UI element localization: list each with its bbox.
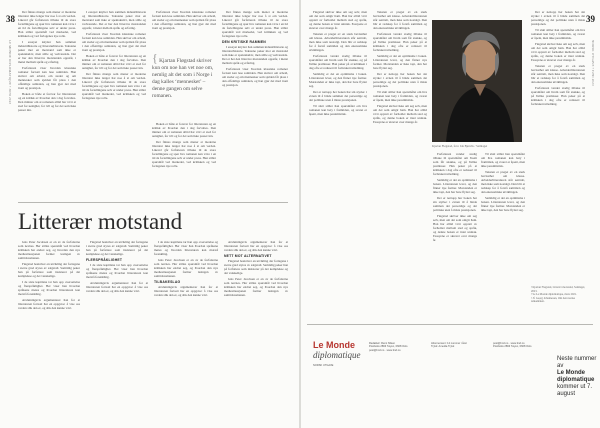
editor-line: Redaktør: Remi Nilsen xyxy=(369,342,396,345)
address-line-2: Postboks 2893 Tøyen, 0608 Oslo xyxy=(493,345,532,349)
portrait-image xyxy=(432,20,522,142)
column-text: Til slutt stiller han spørsmålet om hva romanen kan bety i framtiden, og svaret er åpent, men ikke pessimistisk. xyxy=(531,28,585,40)
article-column-4 xyxy=(222,10,288,198)
pull-quote xyxy=(152,51,216,116)
column-text: I de siste kapitlene tar han opp oversettelse og flerspråklighet. Her viser han hvordan språkene møtes og hvordan litteraturen kan motstå forenkling. xyxy=(154,240,218,256)
column-text: Jens Peter Jacobsen er en av de forfatterne som nevnes. Her stilles spørsmål ved hvordan kritikken har endret seg, og hvordan den nye mediesituasjonen former lesingen av samtidsromanen. xyxy=(154,258,218,278)
column-text: Teksten er preget av en sterk bevissthet om klasse. Arbeiderlitteraturen står sentralt, men ikke som nostalgi. Den blir et redskap for å forstå samtiden og den økonomiske utviklingen. xyxy=(481,170,525,194)
lower-column-4 xyxy=(224,240,288,400)
column-text: Avslutningsvis argumenterer han for at litteraturen fortsatt har en oppgave: å vise oss verden slik den er, og slik den kunne vært. xyxy=(154,285,218,297)
column-text: Boken er både et forsvar for litteraturen og en kritikk av hvordan den i dag forvaltes. Den minner om at romanen alltid har vært et sted for uenighet, for tvil og for det som ikke passer inn. xyxy=(18,92,76,112)
article-column-3-bottom xyxy=(152,122,216,198)
column-text: Til slutt stiller han spørsmålet om hva romanen kan bety i framtiden, og svaret er åpent, men ikke pessimistisk. xyxy=(373,90,427,102)
next-issue-box xyxy=(557,356,599,398)
column-text: I essayet knytter han sammen industrihistorie og litteraturhistorie. Tekstene peker mot en motstand som ikke er spektakulær, men stille og vedvarende. Det er her den litterære motstanden oppstår, i møtet mellom språk og erfaring. xyxy=(18,40,76,64)
column-text: Boken er både et forsvar for litteraturen og en kritikk av hvordan den i dag forvaltes. Den minner om at romanen alltid har vært et sted for uenighet, for tvil og for det som ikke passer inn. xyxy=(152,122,216,138)
column-text: Forfatteren viser hvordan klassiske romaner fortsatt kan lese samtiden. Han skriver om arbeid, om steder og om mennesker som sjelden får plass i den offentlige samtalen, og han gjør det med ironi og presisjon. xyxy=(18,66,76,90)
right-column-2 xyxy=(373,10,427,310)
printer-line: Trykk: Amedia Trykk xyxy=(431,345,455,349)
masthead-subscription xyxy=(431,342,487,349)
column-text: Samtidig er det en optimisme i boken. Litteraturen lever, og den finner nye former. Motstanden er ikke tapt, den har bare flyttet seg. xyxy=(481,196,525,212)
column-text: Fløgstad skriver ikke om seg selv, men om det som omgir ham. Han har alltid vært opptatt av forholdet mellom sted og språk, og denne boken er intet unntak. Essayene er skrevet over mange år. xyxy=(373,104,427,124)
page-number-left: 38 xyxy=(6,14,15,24)
footnote: ³ Jf. Georg Johannesen, Om den norske tenkemåten. xyxy=(531,296,575,304)
subscription-line: Abonnement: 12 nummer i året xyxy=(431,342,467,345)
column-text: Teksten er preget av en sterk bevissthet om klasse. Arbeiderlitteraturen står sentralt, men ikke som nostalgi. Den blir et redskap for å forstå samtiden og den økonomiske utviklingen. xyxy=(531,64,585,84)
right-column-5 xyxy=(531,10,585,310)
column-text: Forfatteren viser hvordan klassiske romaner fortsatt kan lese samtiden. Han skriver om arbeid, om steder og om mennesker som sjelden får plass i den offentlige samtalen, og han gjør det med ironi og presisjon. xyxy=(82,32,146,52)
masthead-rule xyxy=(307,324,593,325)
column-text: Fløgstad beskriver en utvikling der forlagene i større grad styres av salgstall. Samtidig peker han på forfattere som insisterer på det komplekse og det vanskelige. xyxy=(18,262,80,278)
section-heading: FLERSPRÅKLIGHET xyxy=(86,258,123,262)
column-text: I de siste kapitlene tar han opp oversettelse og flerspråklighet. Her viser han hvordan språkene møtes og hvordan litteraturen kan motstå forenkling. xyxy=(18,280,80,296)
photo-caption: Kjartan Fløgstad, foto: Ida Bjørvik / Samlaget xyxy=(432,144,488,148)
column-text: Avslutningsvis argumenterer han for at litteraturen fortsatt har en oppgave: å vise oss verden slik den er, og slik den kunne vært. xyxy=(86,281,148,293)
right-column-1 xyxy=(309,10,367,310)
masthead-logo: Le Monde xyxy=(313,340,355,350)
article-column-2 xyxy=(82,10,146,198)
section-heading: TILBAKESLAG xyxy=(154,280,181,284)
lower-column-1 xyxy=(18,240,80,400)
column-text: Det finnes mange som mener at moderne litteratur ikke lenger har noe å si om verden. Likevel går forfatteren tilbake til de store fortellingene og spør hva romanen kan være i en tid da fortellingene selv er under press. Han stiller spørsmål ved markedet, ved kritikken og ved forlagenes nye rolle. xyxy=(222,10,288,38)
column-text: Det er nettopp her boken har sin styrke: i evnen til å binde sammen det personlige og det politiske uten å miste presisjonen. xyxy=(531,10,585,26)
column-text: Fløgstad skriver ikke om seg selv, men om det som omgir ham. Han har alltid vært opptatt av forholdet mellom sted og språk, og denne boken er intet unntak. Essayene er skrevet over mange år. xyxy=(309,10,367,30)
right-page xyxy=(301,0,600,428)
article-headline: Litterær motstand xyxy=(18,209,183,234)
column-text: I essayet knytter han sammen industrihistorie og litteraturhistorie. Tekstene peker mot en motstand som ikke er spektakulær, men stille og vedvarende. Det er her den litterære motstanden oppstår, i møtet mellom språk og erfaring. xyxy=(222,45,288,65)
author-photo xyxy=(432,20,522,142)
lower-column-3 xyxy=(154,240,218,400)
article-column-1 xyxy=(18,10,76,198)
masthead-subtitle: diplomatique xyxy=(313,350,361,360)
masthead-panel xyxy=(307,336,547,414)
address-line: Postboks 2893 Tøyen, 0608 Oslo xyxy=(369,345,408,349)
column-text: Forfatteren vender stadig tilbake til spørsmålet om hvem som får snakke, og på hvilke premisser. Han peker på at kritikken i dag ofte er redusert til forbrukerveiledning. xyxy=(531,86,585,106)
right-column-3 xyxy=(433,152,477,310)
footnote: ² Se Le Monde diplomatique, mars 2021. xyxy=(531,293,577,297)
column-text: Det finnes mange som mener at moderne litteratur ikke lenger har noe å si om verden. Likevel går forfatteren tilbake til de store fortellingene og spør hva romanen kan være i en tid da fortellingene selv er under press. Han stiller spørsmål ved markedet, ved kritikken og ved forlagenes nye rolle. xyxy=(152,140,216,168)
section-heading: DEN KRITISKE RAMMEN xyxy=(222,40,266,44)
column-text: Jens Peter Jacobsen er en av de forfatterne som nevnes. Her stilles spørsmål ved hvordan kritikken har endret seg, og hvordan den nye mediesituasjonen former lesingen av samtidsromanen. xyxy=(224,277,288,297)
masthead-edition: NORSK UTGAVE xyxy=(313,364,334,367)
column-text: Teksten er preget av en sterk bevissthet om klasse. Arbeiderlitteraturen står sentralt, men ikke som nostalgi. Den blir et redskap for å forstå samtiden og den økonomiske utviklingen. xyxy=(309,32,367,52)
column-text: Boken er både et forsvar for litteraturen og en kritikk av hvordan den i dag forvaltes. Den minner om at romanen alltid har vært et sted for uenighet, for tvil og for det som ikke passer inn. xyxy=(82,54,146,70)
masthead-contact-block xyxy=(493,342,545,349)
column-text: Forfatteren vender stadig tilbake til spørsmålet om hvem som får snakke, og på hvilke premisser. Han peker på at kritikken i dag ofte er redusert til forbrukerveiledning. xyxy=(433,152,477,176)
column-text: Det er nettopp her boken har sin styrke: i evnen til å binde sammen det personlige og det politiske uten å miste presisjonen. xyxy=(433,196,477,212)
column-text: Det finnes mange som mener at moderne litteratur ikke lenger har noe å si om verden. Likevel går forfatteren tilbake til de store fortellingene og spør hva romanen kan være i en tid da fortellingene selv er under press. Han stiller spørsmål ved markedet, ved kritikken og ved forlagenes nye rolle. xyxy=(82,72,146,100)
column-text: I essayet knytter han sammen industrihistorie og litteraturhistorie. Tekstene peker mot en motstand som ikke er spektakulær, men stille og vedvarende. Det er her den litterære motstanden oppstår, i møtet mellom språk og erfaring. xyxy=(82,10,146,30)
quote-mark-icon: { xyxy=(152,51,158,65)
right-column-4 xyxy=(481,152,525,310)
article-column-3-top xyxy=(152,10,216,50)
column-text: Samtidig er det en optimisme i boken. Litteraturen lever, og den finner nye former. Motstanden er ikke tapt, den har bare flyttet seg. xyxy=(433,178,477,194)
headline-rule xyxy=(18,202,288,203)
column-text: Det er nettopp her boken har sin styrke: i evnen til å binde sammen det personlige og det politiske uten å miste presisjonen. xyxy=(309,90,367,102)
contact-line-2[interactable]: post@lmd.no · www.lmd.no xyxy=(493,342,525,345)
column-text: Det er nettopp her boken har sin styrke: i evnen til å binde sammen det personlige og det politiske uten å miste presisjonen. xyxy=(373,72,427,88)
column-text: Forfatteren vender stadig tilbake til spørsmålet om hvem som får snakke, og på hvilke premisser. Han peker på at kritikken i dag ofte er redusert til forbrukerveiledning. xyxy=(373,32,427,52)
right-page-rail: NORSK UTGAVE • JUNI 2023 xyxy=(591,40,595,86)
masthead-editor xyxy=(369,342,425,352)
column-text: Fløgstad skriver ikke om seg selv, men om det som omgir ham. Han har alltid vært opptatt av forholdet mellom sted og språk, og denne boken er intet unntak. Essayene er skrevet over mange år. xyxy=(433,214,477,242)
lower-column-2 xyxy=(86,240,148,400)
column-text: Fløgstad beskriver en utvikling der forlagene i større grad styres av salgstall. Samtidig peker han på forfattere som insisterer på det komplekse og det vanskelige. xyxy=(224,259,288,275)
section-heading: NETT MOT ALTERNATIVET xyxy=(224,254,272,258)
column-text: Det finnes mange som mener at moderne litteratur ikke lenger har noe å si om verden. Likevel går forfatteren tilbake til de store fortellingene og spør hva romanen kan være i en tid da fortellingene selv er under press. Han stiller spørsmål ved markedet, ved kritikken og ved forlagenes nye rolle. xyxy=(18,10,76,38)
column-text: Forfatteren vender stadig tilbake til spørsmålet om hvem som får snakke, og på hvilke premisser. Han peker på at kritikken i dag ofte er redusert til forbrukerveiledning. xyxy=(309,54,367,70)
column-text: I de siste kapitlene tar han opp oversettelse og flerspråklighet. Her viser han hvordan språkene møtes og hvordan litteraturen kan motstå forenkling. xyxy=(86,263,148,279)
column-text: Til slutt stiller han spørsmålet om hva romanen kan bety i framtiden, og svaret er åpent, men ikke pessimistisk. xyxy=(481,152,525,168)
column-text: Teksten er preget av en sterk bevissthet om klasse. Arbeiderlitteraturen står sentralt, men ikke som nostalgi. Den blir et redskap for å forstå samtiden og den økonomiske utviklingen. xyxy=(373,10,427,30)
pull-quote-text: Kjartan Fløgstad skriver kun om noe han vet noe om, nemlig alt det som i Norge i dag kalles ‘mennesket’ – denne gangen om selve romanen. xyxy=(152,58,214,99)
page-number-right: 39 xyxy=(586,14,595,24)
column-text: Forfatteren viser hvordan klassiske romaner fortsatt kan lese samtiden. Han skriver om arbeid, om steder og om mennesker som sjelden får plass i den offentlige samtalen, og han gjør det med ironi og presisjon. xyxy=(152,10,216,30)
column-text: Fløgstad skriver ikke om seg selv, men om det som omgir ham. Han har alltid vært opptatt av forholdet mellom sted og språk, og denne boken er intet unntak. Essayene er skrevet over mange år. xyxy=(531,42,585,62)
contact-line[interactable]: post@lmd.no · www.lmd.no xyxy=(369,348,401,352)
column-text: Avslutningsvis argumenterer han for at litteraturen fortsatt har en oppgave: å vise oss verden slik den er, og slik den kunne vært. xyxy=(18,298,80,310)
next-issue-title: Le Monde diplomatique xyxy=(557,370,595,383)
column-text: Fløgstad beskriver en utvikling der forlagene i større grad styres av salgstall. Samtidig peker han på forfattere som insisterer på det komplekse og det vanskelige. xyxy=(86,240,148,256)
next-issue-date: kommer ut 7. august xyxy=(557,384,593,397)
next-issue-label: Neste nummer av xyxy=(557,356,597,369)
left-page xyxy=(0,0,299,428)
column-text: Avslutningsvis argumenterer han for at litteraturen fortsatt har en oppgave: å vise oss verden slik den er, og slik den kunne vært. xyxy=(224,240,288,252)
left-page-rail: LE MONDE DIPLOMATIQUE • JUNI 2023 xyxy=(8,40,12,105)
column-text: Forfatteren viser hvordan klassiske romaner fortsatt kan lese samtiden. Han skriver om arbeid, om steder og om mennesker som sjelden får plass i den offentlige samtalen, og han gjør det med ironi og presisjon. xyxy=(222,67,288,87)
footnote: ¹ Kjartan Fløgstad, Litterær motstand, Samlaget, 2023. xyxy=(531,286,586,293)
column-text: Samtidig er det en optimisme i boken. Litteraturen lever, og den finner nye former. Motstanden er ikke tapt, den har bare flyttet seg. xyxy=(309,72,367,88)
footnotes xyxy=(531,286,587,304)
column-text: Til slutt stiller han spørsmålet om hva romanen kan bety i framtiden, og svaret er åpent, men ikke pessimistisk. xyxy=(309,104,367,116)
column-text: Samtidig er det en optimisme i boken. Litteraturen lever, og den finner nye former. Motstanden er ikke tapt, den har bare flyttet seg. xyxy=(373,54,427,70)
column-text: Jens Peter Jacobsen er en av de forfatterne som nevnes. Her stilles spørsmål ved hvordan kritikken har endret seg, og hvordan den nye mediesituasjonen former lesingen av samtidsromanen. xyxy=(18,240,80,260)
